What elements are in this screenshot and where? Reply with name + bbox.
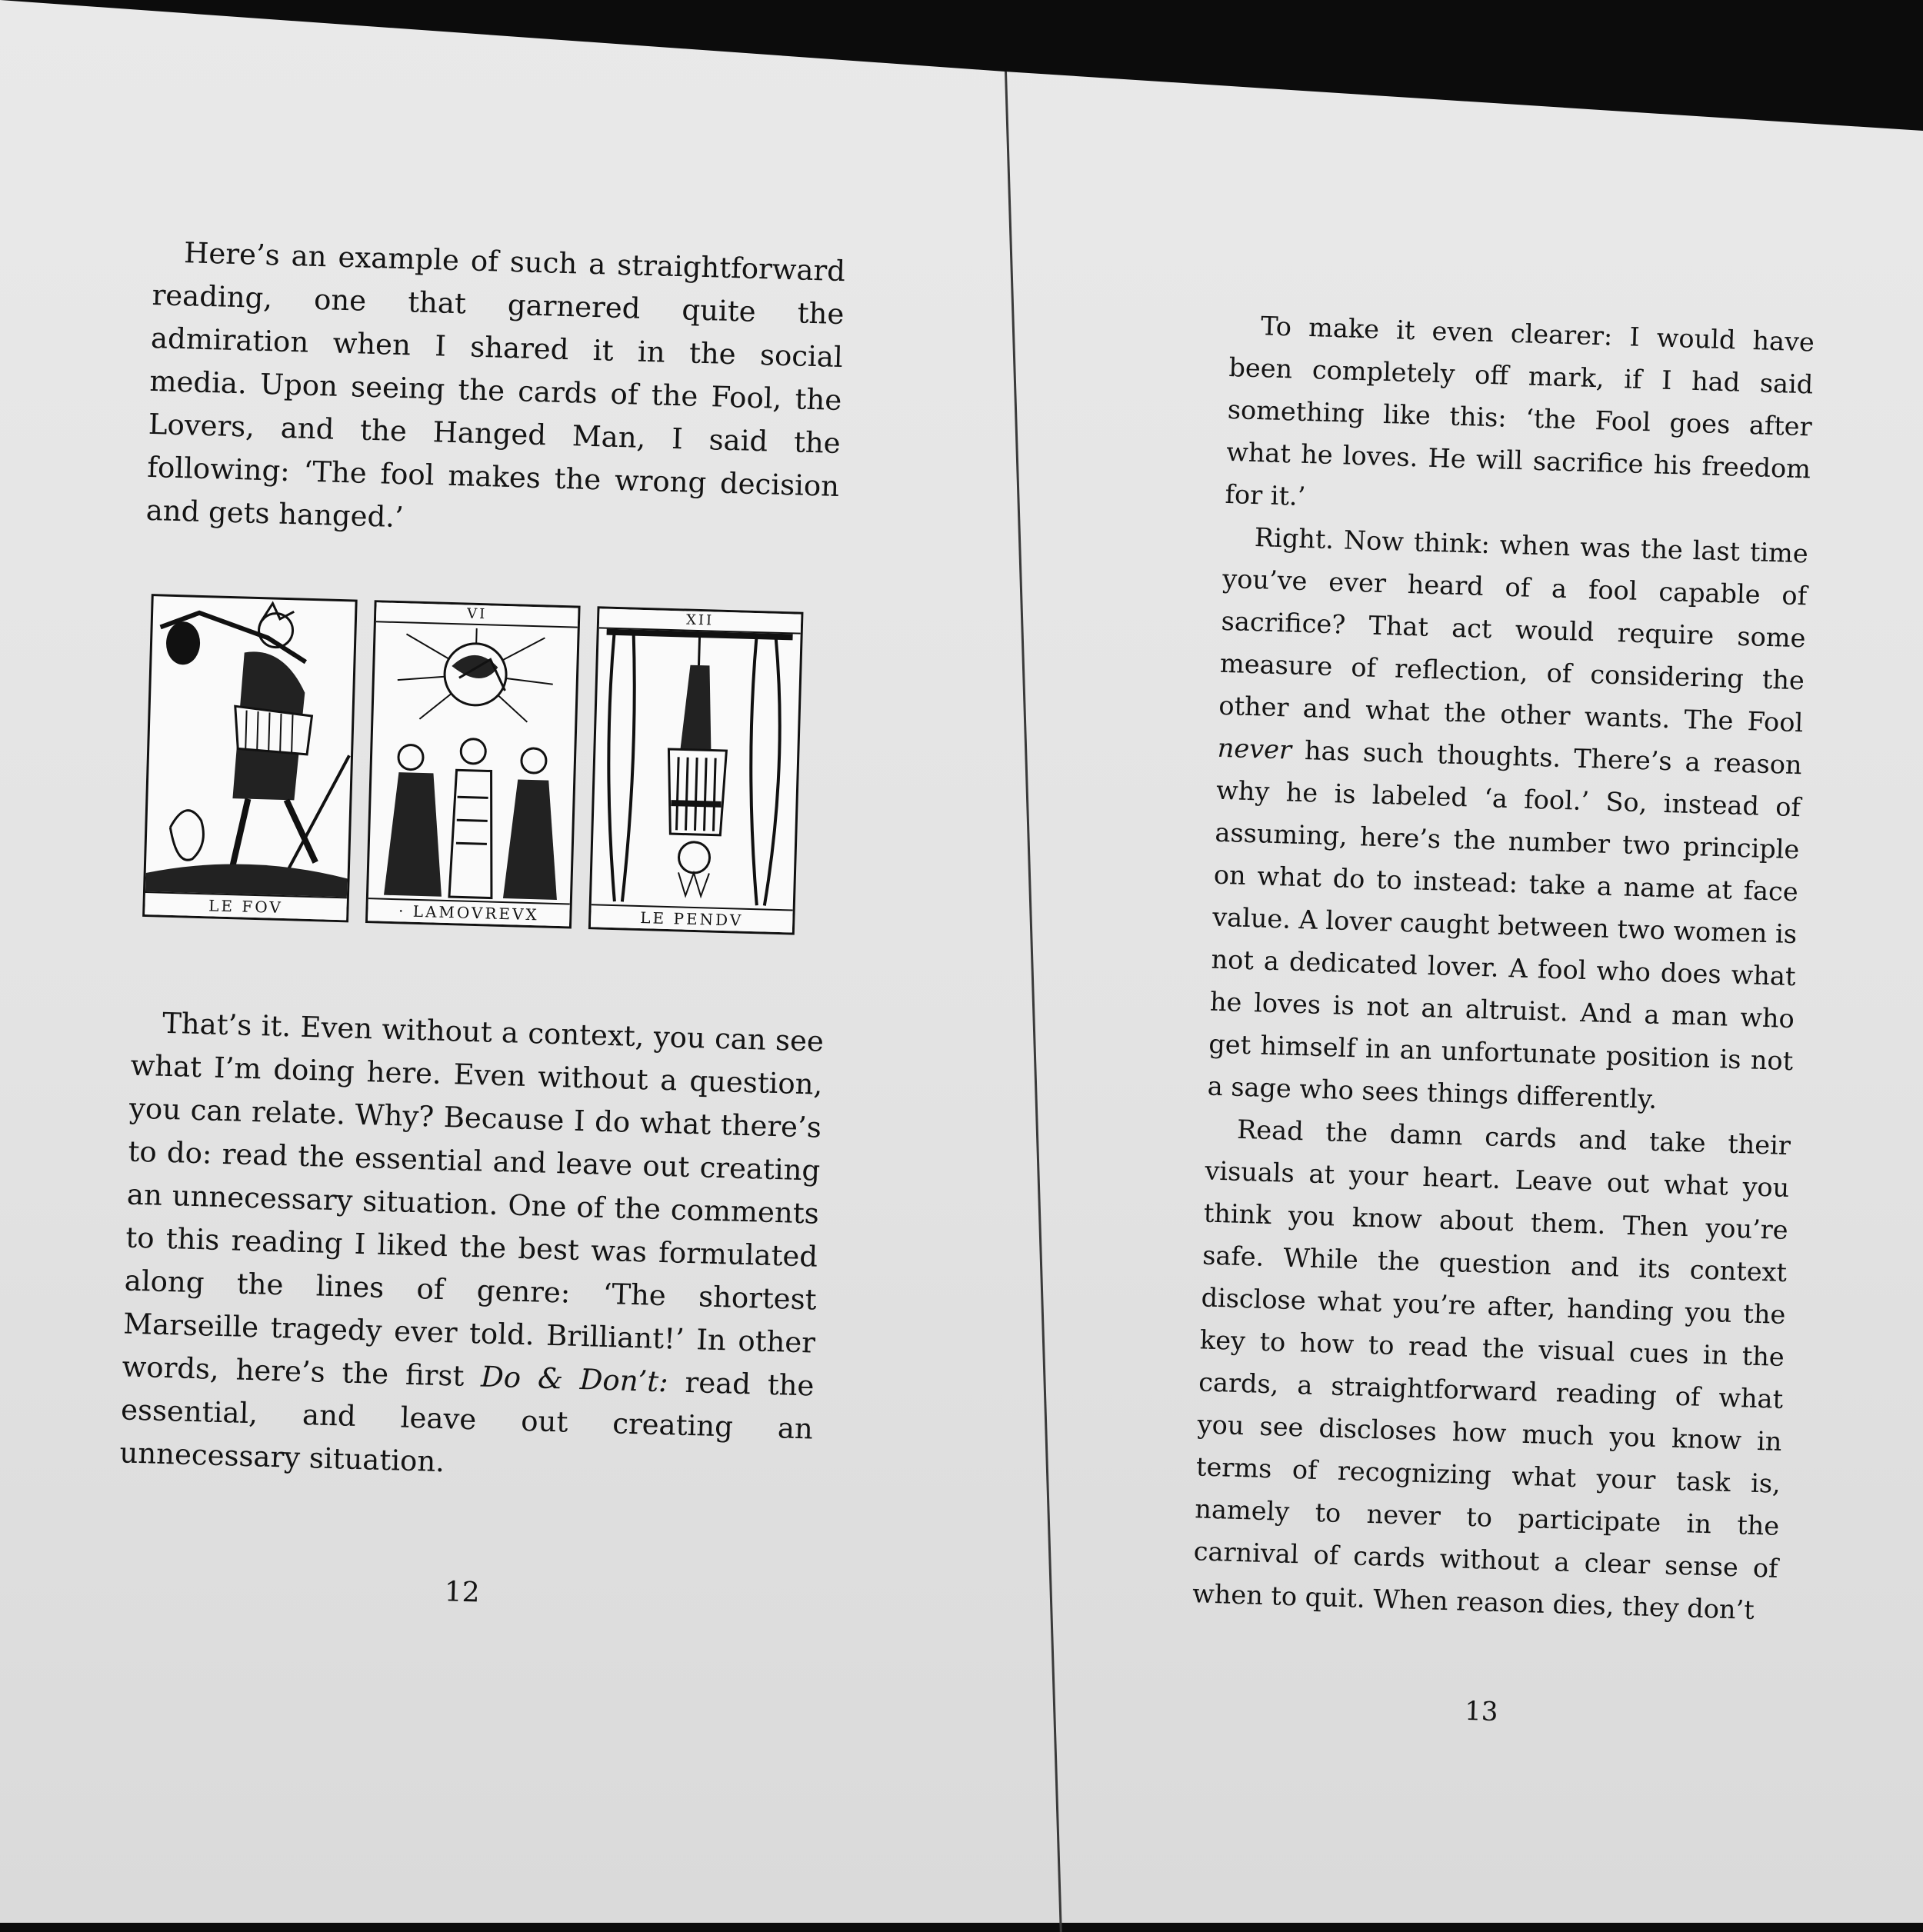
card-number: XII: [599, 608, 802, 634]
card-lovers: [365, 600, 581, 928]
never-italic: never: [1217, 732, 1292, 765]
fool-card-illustration: [145, 596, 355, 898]
tarot-cards-row: [142, 594, 835, 936]
right-paragraph-3: Read the damn cards and take their visuals at your heart. Leave out what you think you know about them. Then you’re safe. While the question and its context disclose what you’re after, handing you the key to how to read the visual cues in the cards, a straightforward reading of what you see discloses how much you know in terms of recognizing what your task is, namely to never to participate in the carnival of cards without a clear sense of when to quit. When reason dies, they don’t: [1191, 1114, 1791, 1625]
left-paragraph-2-end: read the essential, and leave out creating an unnecessary situation.: [119, 1365, 815, 1479]
right-paragraph-1: To make it even clearer: I would have been completely off mark, if I had said something like this: ‘the Fool goes after what he loves. He will sacrifice his freedom for it.’: [1225, 311, 1815, 511]
right-paragraph-2: [1207, 515, 1809, 1124]
card-fool: [142, 594, 358, 922]
card-number: VI: [376, 602, 578, 628]
right-paragraph-2-end: has such thoughts. There’s a reason why he is labeled ‘a fool.’ So, instead of assuming, here’s the number two principle on what do to instead: take a name at face value. A lover caught between two women is not a dedicated lover. A fool who does what he loves is not an altruist. And a man who get himself in an unfortunate position is not a sage who sees things differently.: [1207, 735, 1803, 1114]
left-paragraph-1: Here’s an example of such a straightforward reading, one that garnered quite the admiration when I shared it in the social media. Upon seeing the cards of the Fool, the Lovers, and the Hanged Man, I said the following: ‘The fool makes the wrong decision and gets hanged.’: [145, 236, 846, 535]
card-label: · LAMOVREVX: [368, 898, 570, 926]
left-page: [115, 231, 845, 1617]
left-paragraph-2: [119, 1001, 825, 1494]
lovers-card-illustration: [368, 602, 578, 904]
page-number-right: 13: [1464, 1695, 1499, 1728]
card-hanged-man: [588, 606, 804, 934]
hanged-man-card-illustration: [592, 608, 802, 911]
card-label: LE PENDV: [591, 904, 793, 932]
page-number-left: 12: [444, 1576, 481, 1609]
do-dont-italic: Do & Don’t:: [480, 1360, 669, 1399]
left-paragraph-2-text: That’s it. Even without a context, you can see what I’m doing here. Even without a question, you can relate. Why? Because I do what there’s to do: read the essential and leave out creating an unnecessary situation. One of the comments to this reading I liked the best was formulated along the lines of genre: ‘The shortest Marseille tragedy ever told. Brilliant!’ In other words, here’s the first: [122, 1006, 825, 1393]
card-label: LE FOV: [145, 891, 347, 920]
right-paragraph-2-start: Right. Now think: when was the last time you’ve ever heard of a fool capable of sacrifice? That act would require some measure of reflection, of considering the other and what the other wants. The Fool: [1218, 522, 1809, 738]
right-page: [1188, 304, 1815, 1736]
